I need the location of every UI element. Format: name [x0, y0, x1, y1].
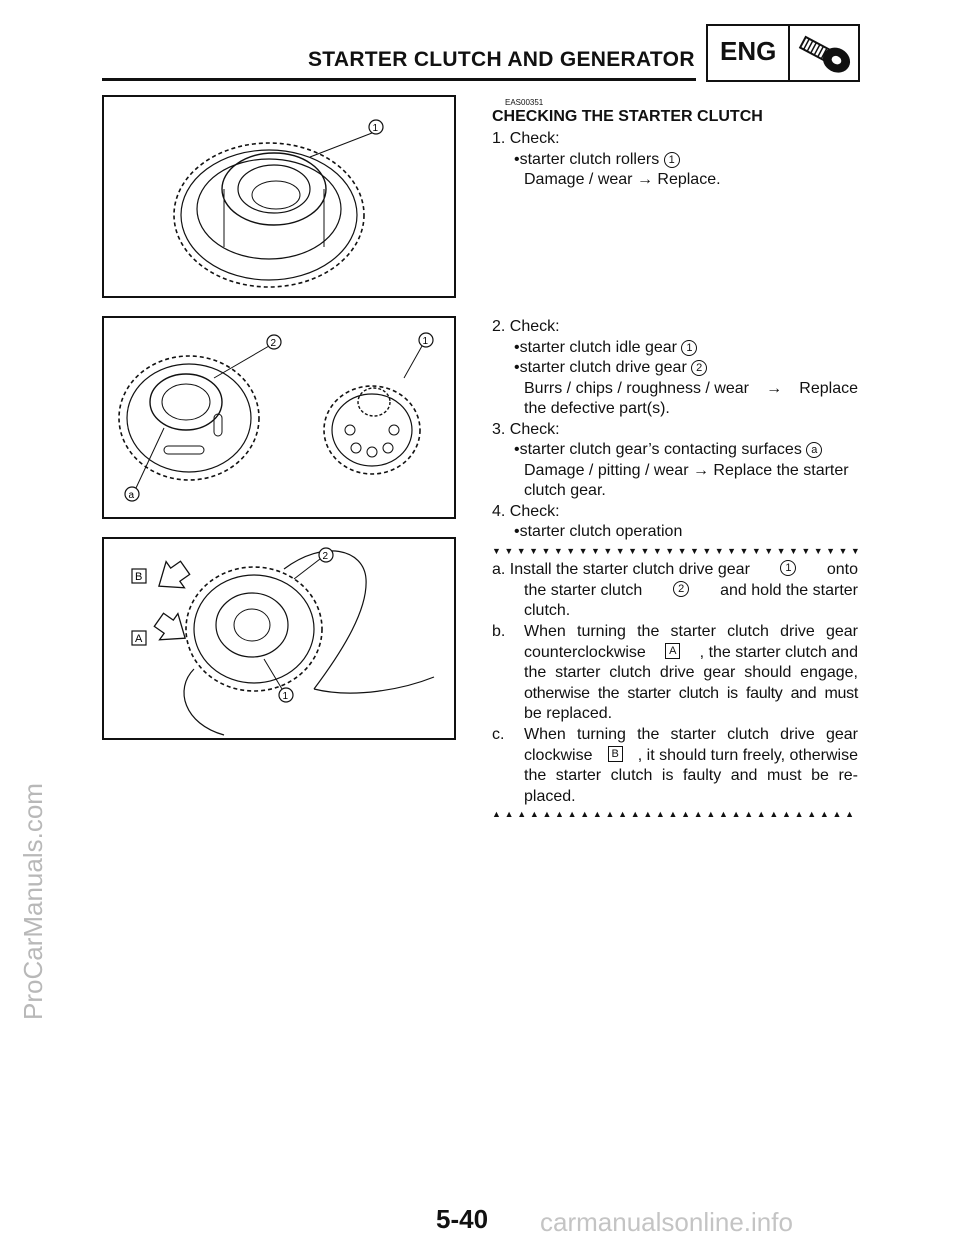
procedure-end-marker: ▲ — [643, 809, 653, 819]
step-2-action-line-1 — [524, 379, 858, 400]
starter-clutch-operation-drawing — [104, 539, 454, 738]
action-text: Burrs / chips / roughness / wear — [524, 380, 749, 397]
bullet-text: •starter clutch drive gear — [514, 359, 687, 376]
procedure-start-marker: ▼ — [516, 546, 526, 556]
procedure-start-marker: ▼ — [789, 546, 798, 556]
procedure-end-marker: ▲ — [819, 809, 829, 819]
procedure-start-marker: ▼ — [776, 546, 786, 556]
procedure-text: counterclockwise — [524, 644, 646, 661]
starter-clutch-gears-figure — [102, 316, 456, 519]
procedure-start-marker: ▼ — [850, 546, 860, 556]
step-3-action-line-1: Damage / pitting / wear → Replace the starter — [524, 462, 849, 479]
procedure-text: clockwise — [524, 747, 593, 764]
procedure-end-marker: ▲ — [542, 809, 552, 819]
procedure-start-marker: ▼ — [578, 546, 588, 556]
procedure-start-marker: ▼ — [652, 546, 662, 556]
procedure-text: When turning the starter clutch drive gear — [524, 623, 858, 640]
procedure-end-marker: ▲ — [794, 809, 804, 819]
section-code: EAS00351 — [505, 98, 544, 107]
procedure-a-line-2 — [524, 581, 858, 602]
procedure-c-line-2 — [524, 746, 858, 767]
page-header-title: STARTER CLUTCH AND GENERATOR — [308, 48, 695, 71]
procedure-end-marker: ▲ — [832, 809, 842, 819]
procedure-start-marker: ▼ — [801, 546, 811, 556]
bottom-watermark: carmanualsonline.info — [540, 1207, 793, 1237]
procedure-label: a. — [492, 561, 506, 578]
starter-clutch-rollers-figure — [102, 95, 456, 298]
procedure-text: , the starter clutch and — [699, 644, 858, 661]
procedure-text: onto — [826, 561, 858, 578]
procedure-end-marker: ▲ — [718, 809, 728, 819]
page-number: 5-40 — [436, 1204, 489, 1234]
procedure-start-marker: ▼ — [504, 546, 514, 556]
callout-marker: 2 — [691, 360, 707, 376]
procedure-end-marker: ▲ — [605, 809, 615, 819]
procedure-start-marker: ▼ — [603, 546, 613, 556]
side-watermark: ProCarManuals.com — [18, 783, 48, 1020]
step-2-heading — [492, 317, 560, 338]
procedure-text: the starter clutch — [524, 582, 643, 599]
procedure-end-marker: ▲ — [592, 809, 602, 819]
procedure-start-marker: ▼ — [838, 546, 848, 556]
step-label: Check: — [509, 130, 560, 147]
starter-clutch-gears-drawing — [104, 318, 454, 517]
procedure-end-marker: ▲ — [529, 809, 539, 819]
procedure-b-line-2 — [524, 643, 858, 664]
direction-marker: A — [665, 643, 680, 659]
step-3-heading — [492, 420, 560, 441]
procedure-text: When turning the starter clutch drive gear — [524, 726, 858, 743]
procedure-end-marker: ▲ — [681, 809, 691, 819]
figure-callout: 1 — [282, 691, 289, 702]
procedure-start-marker: ▼ — [553, 546, 563, 556]
step-4-heading — [492, 502, 560, 523]
step-number: 2. — [492, 318, 506, 335]
procedure-start-markers — [492, 546, 860, 556]
action-arrow: → — [766, 380, 783, 397]
callout-marker: 1 — [664, 152, 680, 168]
procedure-start-marker: ▼ — [640, 546, 650, 556]
header-rule — [102, 78, 696, 81]
procedure-end-marker: ▲ — [618, 809, 628, 819]
procedure-end-marker: ▲ — [693, 809, 703, 819]
procedure-end-marker: ▲ — [555, 809, 564, 819]
procedure-a-line-3: clutch. — [524, 602, 571, 619]
procedure-c-line-1 — [492, 725, 858, 746]
procedure-start-marker: ▼ — [529, 546, 539, 556]
section-tab-divider — [788, 26, 790, 80]
step-3-bullet-1 — [514, 440, 822, 461]
callout-marker: 1 — [780, 560, 796, 576]
procedure-text: Install the starter clutch drive gear — [509, 561, 750, 578]
procedure-end-marker: ▲ — [782, 809, 791, 819]
procedure-label: b. — [492, 623, 506, 640]
procedure-start-marker: ▼ — [615, 546, 625, 556]
procedure-end-marker: ▲ — [845, 809, 854, 819]
section-title: CHECKING THE STARTER CLUTCH — [492, 108, 763, 125]
step-label: Check: — [509, 503, 560, 520]
procedure-start-marker: ▼ — [677, 546, 687, 556]
procedure-end-marker: ▲ — [706, 809, 716, 819]
procedure-end-marker: ▲ — [731, 809, 741, 819]
procedure-start-marker: ▼ — [591, 546, 600, 556]
procedure-end-marker: ▲ — [756, 809, 766, 819]
procedure-c-line-3: the starter clutch is faulty and must be re- — [524, 767, 858, 784]
engine-bolt-icon — [794, 30, 856, 78]
procedure-start-marker: ▼ — [702, 546, 712, 556]
figure-callout: 1 — [422, 336, 429, 347]
procedure-end-marker: ▲ — [567, 809, 577, 819]
step-number: 1. — [492, 130, 506, 147]
step-label: Check: — [509, 421, 560, 438]
procedure-start-marker: ▼ — [826, 546, 836, 556]
step-1-bullet — [514, 150, 680, 171]
section-tab — [706, 24, 860, 82]
procedure-end-marker: ▲ — [744, 809, 754, 819]
procedure-end-markers — [492, 809, 854, 819]
procedure-start-marker: ▼ — [751, 546, 761, 556]
procedure-end-marker: ▲ — [630, 809, 640, 819]
bullet-text: •starter clutch gear’s contacting surfaces — [514, 441, 802, 458]
procedure-end-marker: ▲ — [807, 809, 817, 819]
action-text: Replace — [799, 380, 858, 397]
procedure-label: c. — [492, 726, 505, 743]
procedure-end-marker: ▲ — [580, 809, 590, 819]
procedure-text: and hold the starter — [720, 582, 858, 599]
step-4-bullet-1: •starter clutch operation — [514, 523, 683, 540]
direction-marker: B — [608, 746, 623, 762]
callout-marker: 2 — [673, 581, 689, 597]
procedure-start-marker: ▼ — [764, 546, 774, 556]
procedure-start-marker: ▼ — [739, 546, 749, 556]
procedure-end-marker: ▲ — [655, 809, 665, 819]
procedure-b-line-5: be replaced. — [524, 705, 613, 722]
step-3-action-line-2: clutch gear. — [524, 482, 606, 499]
procedure-start-marker: ▼ — [714, 546, 724, 556]
step-2-bullet-1 — [514, 338, 697, 359]
procedure-start-marker: ▼ — [566, 546, 576, 556]
bullet-text: •starter clutch rollers — [514, 151, 660, 168]
procedure-end-marker: ▲ — [492, 809, 501, 819]
procedure-b-line-4: otherwise the starter clutch is faulty and must — [524, 685, 858, 702]
procedure-c-line-4: placed. — [524, 788, 576, 805]
procedure-b-line-1 — [492, 622, 858, 643]
procedure-b-line-3: the starter clutch drive gear should engage, — [524, 664, 858, 681]
procedure-start-marker: ▼ — [727, 546, 737, 556]
callout-marker: a — [806, 442, 822, 458]
procedure-end-marker: ▲ — [668, 809, 678, 819]
step-1-action: Damage / wear → Replace. — [524, 171, 721, 188]
starter-clutch-rollers-drawing — [104, 97, 454, 296]
figure-callout: 2 — [270, 338, 277, 349]
procedure-start-marker: ▼ — [665, 546, 675, 556]
step-label: Check: — [509, 318, 560, 335]
procedure-end-marker: ▲ — [769, 809, 779, 819]
figure-callout: B — [135, 571, 143, 583]
step-number: 4. — [492, 503, 506, 520]
step-2-bullet-2 — [514, 358, 707, 379]
procedure-text: , it should turn freely, otherwise — [637, 747, 858, 764]
procedure-start-marker: ▼ — [541, 546, 551, 556]
procedure-a-line-1 — [492, 560, 858, 581]
procedure-start-marker: ▼ — [690, 546, 699, 556]
procedure-end-marker: ▲ — [504, 809, 514, 819]
starter-clutch-operation-figure — [102, 537, 456, 740]
procedure-start-marker: ▼ — [492, 546, 501, 556]
procedure-start-marker: ▼ — [628, 546, 638, 556]
figure-callout: A — [135, 633, 143, 645]
step-number: 3. — [492, 421, 506, 438]
bullet-text: •starter clutch idle gear — [514, 339, 678, 356]
step-2-action-line-2: the defective part(s). — [524, 400, 670, 417]
procedure-end-marker: ▲ — [517, 809, 527, 819]
procedure-start-marker: ▼ — [813, 546, 823, 556]
callout-marker: 1 — [681, 340, 697, 356]
figure-callout: a — [128, 490, 135, 501]
figure-callout: 1 — [372, 123, 379, 134]
figure-callout: 2 — [322, 551, 329, 562]
section-tab-label: ENG — [720, 36, 777, 66]
step-1-heading — [492, 129, 560, 150]
